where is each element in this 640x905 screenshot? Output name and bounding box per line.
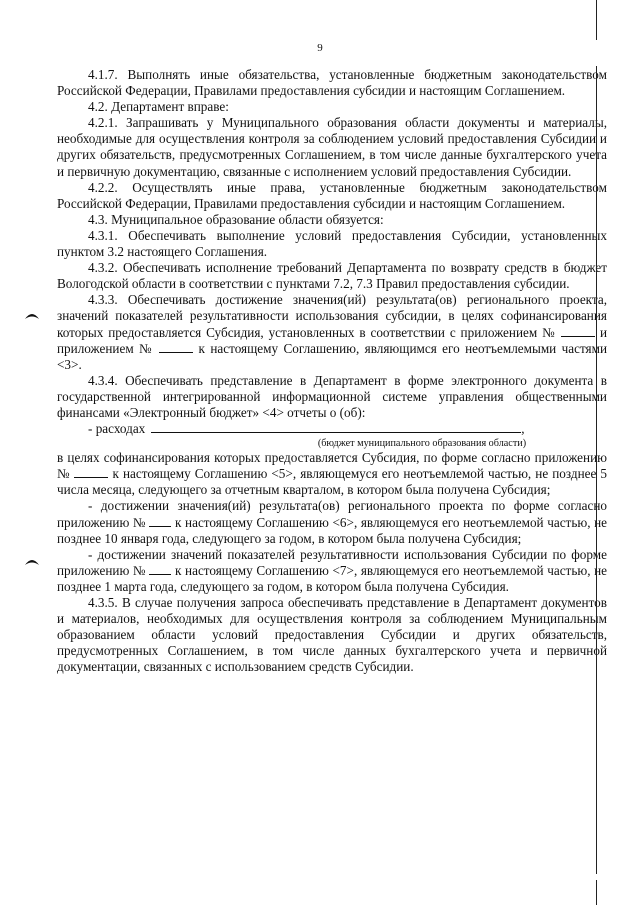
document-body [57, 67, 607, 675]
scan-margin-line [596, 66, 597, 874]
results-paragraph [57, 498, 607, 546]
scan-margin-line [596, 0, 597, 40]
expenses-suffix: , [521, 421, 525, 437]
paragraph-4-1-7: 4.1.7. Выполнять иные обязательства, установленные бюджетным законодательством Российской Федерации, Правилами предоставления субсидии и настоящим Соглашением. [57, 67, 607, 99]
appendix-number-blank [149, 563, 171, 575]
appendix-number-blank [159, 341, 193, 353]
appendix-number-blank [561, 325, 595, 337]
paragraph-4-2: 4.2. Департамент вправе: [88, 99, 229, 115]
paragraph-4-3-1: 4.3.1. Обеспечивать выполнение условий предоставления Субсидии, установленных пунктом 3.2 настоящего Соглашения. [57, 227, 607, 260]
expenses-line [57, 421, 607, 437]
paragraph-4-3-2: 4.3.2. Обеспечивать исполнение требований Департамента по возврату средств в бюджет Вологодской области в соответствии с пунктами 7.2, 7.3 Правил предоставления субсидии. [57, 260, 607, 292]
indicators-part-a: - достижении значений показателей результативности использования Субсидии по форме приложению № [57, 546, 607, 578]
appendix-number-blank [74, 466, 108, 478]
punch-hole-mark-icon [24, 311, 40, 320]
paragraph-4-2-2: 4.2.2. Осуществлять иные права, установленные бюджетным законодательством Российской Федерации, Правилами предоставления субсидии и настоящим Соглашением. [57, 179, 607, 211]
page-number: 9 [317, 42, 323, 54]
indicators-paragraph [57, 547, 607, 595]
expenses-continuation [57, 450, 607, 498]
indicators-part-b: к настоящему Соглашению <7>, являющемуся его неотъемлемой частью, не позднее 1 марта года, следующего за годом, в котором была получена Субсидия. [57, 562, 607, 594]
results-part-a: - достижении значения(ий) результата(ов) регионального проекта по форме согласно приложению № [57, 498, 607, 530]
paragraph-4-3-3-part-b: и приложением № [57, 324, 607, 356]
budget-caption: (бюджет муниципального образования области) [317, 438, 527, 450]
appendix-number-blank [149, 515, 171, 527]
punch-hole-mark-icon [24, 557, 40, 566]
expenses-label: - расходах [88, 421, 146, 437]
paragraph-4-3-3-part-c: к настоящему Соглашению, являющимся его неотъемлемыми частями <3>. [57, 340, 608, 372]
paragraph-4-3-5: 4.3.5. В случае получения запроса обеспечивать представление в Департамент документов и материалов, необходимых для осуществления контроля за соблюдением Муниципальным образованием области условий предоставления Субсидии и других обязательств, предусмотренных Соглашением, в том числе данных бухгалтерского учета и первичной документации, связанных с использованием средств Субсидии. [57, 595, 607, 675]
expenses-continuation-part-b: к настоящему Соглашению <5>, являющемуся его неотъемлемой частью, не позднее 5 числа месяца, следующего за отчетным кварталом, в котором была получена Субсидия; [57, 466, 608, 498]
paragraph-4-3-3-part-a: 4.3.3. Обеспечивать достижение значения(ий) результата(ов) регионального проекта, значений показателей результативности использования субсидии, в целях софинансирования которых предоставляется Субсидия, установленных в соответствии с приложением № [57, 292, 607, 340]
paragraph-4-3: 4.3. Муниципальное образование области обязуется: [88, 211, 384, 227]
scan-margin-line [596, 880, 597, 905]
paragraph-4-3-4: 4.3.4. Обеспечивать представление в Департамент в форме электронного документа в государственной интегрированной информационной системе управления общественными финансами «Электронный бюджет» <4> отчеты о (об): [57, 372, 607, 420]
paragraph-4-2-1: 4.2.1. Запрашивать у Муниципального образования области документы и материалы, необходимые для осуществления контроля за соблюдением условий предоставления Субсидии и других обязательств, предусмотренных Соглашением, в том числе данные бухгалтерского учета и первичную документацию, связанные с исполнением условий предоставления Субсидии. [57, 115, 607, 179]
results-part-b: к настоящему Соглашению <6>, являющемуся его неотъемлемой частью, не позднее 10 января года, следующего за годом, в котором была получена Субсидия; [57, 514, 607, 546]
budget-name-blank [151, 421, 521, 433]
paragraph-4-3-3 [57, 292, 607, 372]
expenses-continuation-part-a: в целях софинансирования которых предоставляется Субсидия, по форме согласно приложению № [57, 450, 607, 482]
